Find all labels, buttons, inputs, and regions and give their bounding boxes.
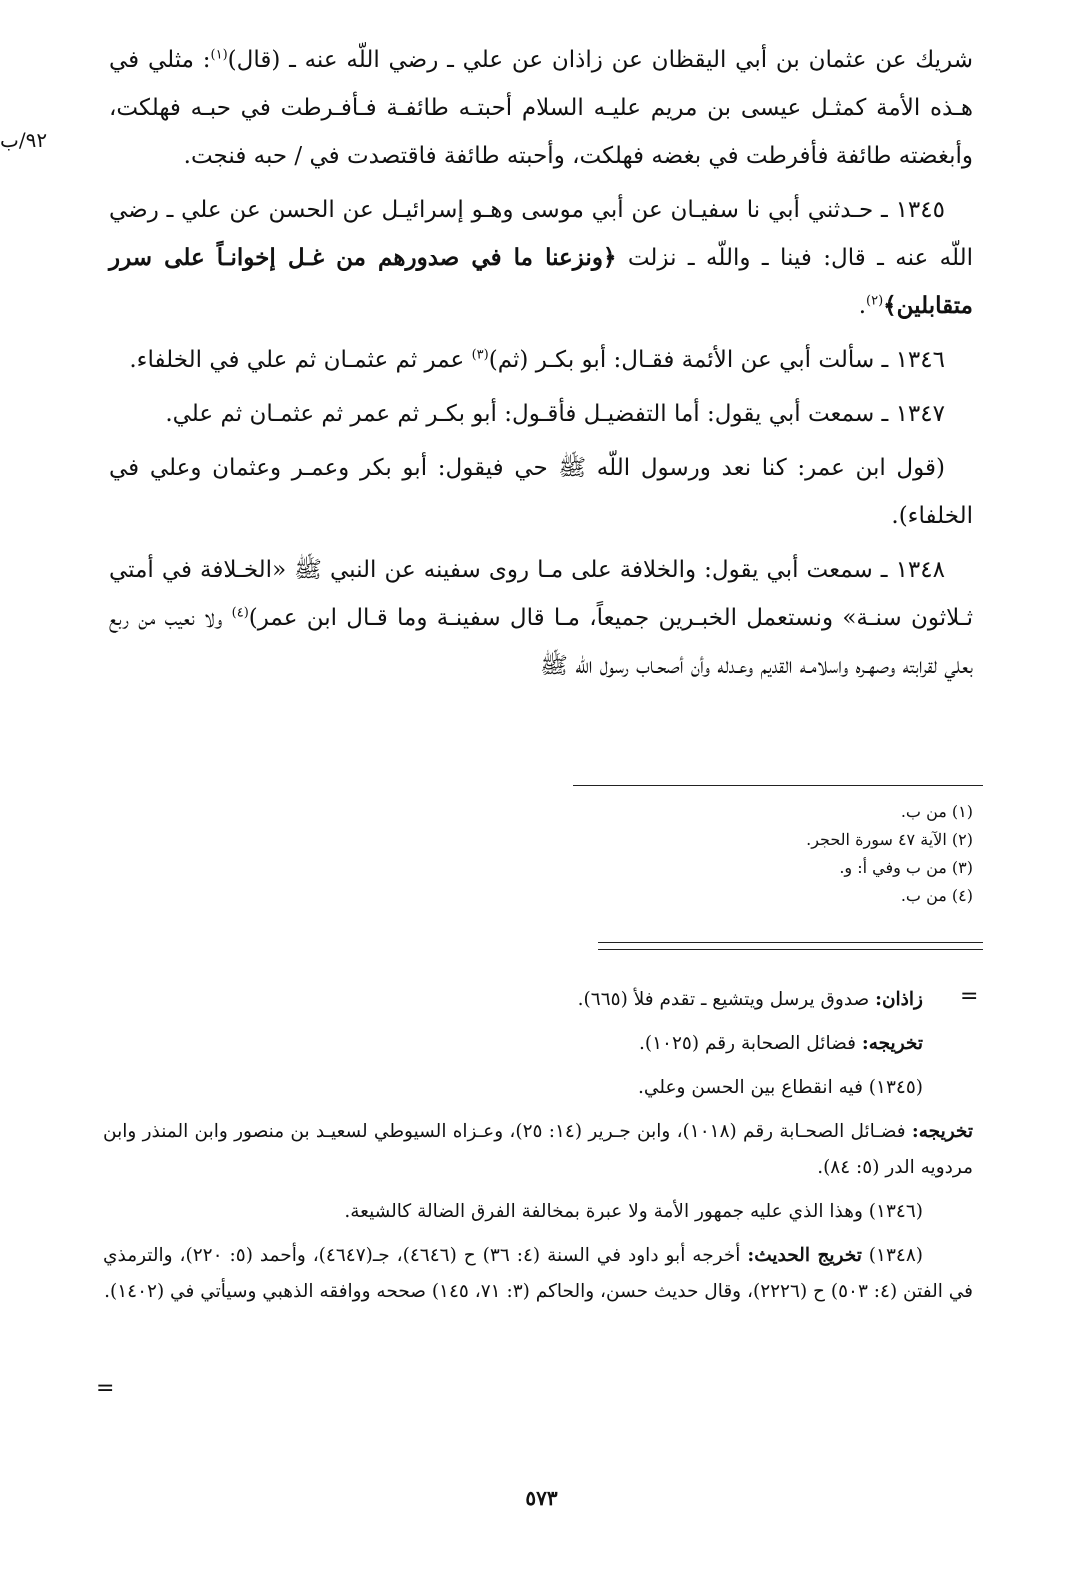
commentary-zadhan [103,982,973,1018]
page-number: ٥٧٣ [525,1486,558,1510]
paragraph-ibn-umar: (قول ابن عمر: كنا نعد ورسول اللّه ﷺ حي فيقول: أبو بكر وعمـر وعثمان وعلي في الخلفاء). [109,455,973,529]
paragraph-1345 [109,186,973,330]
text-span: عمر ثم عثمـان ثم علي في الخلفاء. [129,347,472,373]
text-span: شريك عن عثمان بن أبي اليقظان عن زاذان عن علي ـ رضي اللّه عنه ـ (قال) [227,47,973,73]
continuation-mark-bottom: = [96,1376,115,1401]
text-span: ١٣٤٥ ـ حـدثني أبي نا سفيـان عن أبي موسى وهـو إسرائيـل عن الحسن عن علي ـ رضي اللّه عنه ـ قال: فينا ـ واللّه ـ نزلت [109,197,973,271]
footnote-ref-1: (١) [210,47,228,63]
main-text [109,36,973,696]
commentary-takhrij-1 [103,1026,973,1062]
commentary-takhrij-2 [103,1114,973,1186]
text-span: ١٣٤٨ ـ سمعت أبي يقول: والخلافة على مـا روى سفينه عن النبي ﷺ «الخـلافة في أمتي ثـلاثون سنـة» ونستعمل الخبـرين جميعاً، مـا قال سفينـة وما قـال ابن عمر) [109,557,973,631]
commentary-label: تخريجه: [911,1121,974,1142]
paragraph-1346 [109,336,973,384]
footnotes [473,798,973,910]
text-span: . [858,293,867,319]
footnote-2: (٢) الآية ٤٧ سورة الحجر. [806,830,973,849]
quran-quote: ﴿ونزعنا ما في صدورهم من غـل إخوانـاً على سرر متقابلين﴾ [109,244,973,319]
continuation-mark-top: = [960,984,979,1009]
text-span: صدوق يرسل ويتشيع ـ تقدم فلأ (٦٦٥). [577,989,876,1010]
footnote-ref-4: (٤) [231,605,249,621]
text-span: فضـائل الصحـابة رقم (١٠١٨)، وابن جـرير (١٤: ٢٥)، وعـزاه السيوطي لسعيـد بن منصور وابن المنذر وابن مردويه الدر (٥: ٨٤). [103,1121,973,1178]
commentary-label: زاذان: [875,989,923,1010]
footnote-4: (٤) من ب. [900,886,973,905]
text-span: فضائل الصحابة رقم (١٠٢٥). [639,1033,862,1054]
commentary-divider [598,942,983,950]
commentary-label: تخريج الحديث: [747,1245,862,1266]
footnote-divider [573,785,983,786]
commentary-1345: (١٣٤٥) فيه انقطاع بين الحسن وعلي. [638,1077,923,1098]
commentary-1348 [103,1238,973,1310]
paragraph-1347: ١٣٤٧ ـ سمعت أبي يقول: أما التفضيـل فأقـول: أبو بكـر ثم عمر ثم عثمـان ثم علي. [165,401,945,427]
footnote-ref-3: (٣) [471,347,489,363]
commentary-label: تخريجه: [861,1033,923,1054]
paragraph-continuation [109,36,973,180]
manuscript-folio-note: ٩٢/ب [0,128,48,152]
commentary-section [103,982,973,1318]
text-span: ولا نعيب من ربع بعلي لقرابته وصهـره واسلامـه القديم وعـدله وأن أصحـاب رسول اللّه ﷺ [109,605,973,679]
paragraph-1348 [109,546,973,690]
footnote-3: (٣) من ب وفي أ: و. [839,858,973,877]
text-span: ١٣٤٦ ـ سألت أبي عن الأئمة فقـال: أبو بكـر (ثم) [488,347,945,373]
footnote-ref-2: (٢) [866,293,884,309]
commentary-1346: (١٣٤٦) وهذا الذي عليه جمهور الأمة ولا عبرة بمخالفة الفرق الضالة كالشيعة. [344,1201,923,1222]
text-span: (١٣٤٨) [861,1245,923,1266]
footnote-1: (١) من ب. [900,802,973,821]
text-span: : مثلي في هـذه الأمة كمثـل عيسى بن مريم عليـه السلام أحبتـه طائفـة فـأفـرطت في حبـه فهلكت، وأبغضته طائفة فأفرطت في بغضه فهلكت، وأحبته طائفة فاقتصدت في / حبه فنجت. [109,47,973,169]
text-span: أخرجه أبو داود في السنة (٤: ٣٦) ح (٤٦٤٦)، جـ(٤٦٤٧)، وأحمد (٥: ٢٢٠)، والترمذي في الفتن (٤: ٥٠٣) ح (٢٢٢٦)، وقال حديث حسن، والحاكم (٣: ٧١، ١٤٥) صححه ووافقه الذهبي وسيأتي في (١٤٠٢). [103,1245,973,1302]
